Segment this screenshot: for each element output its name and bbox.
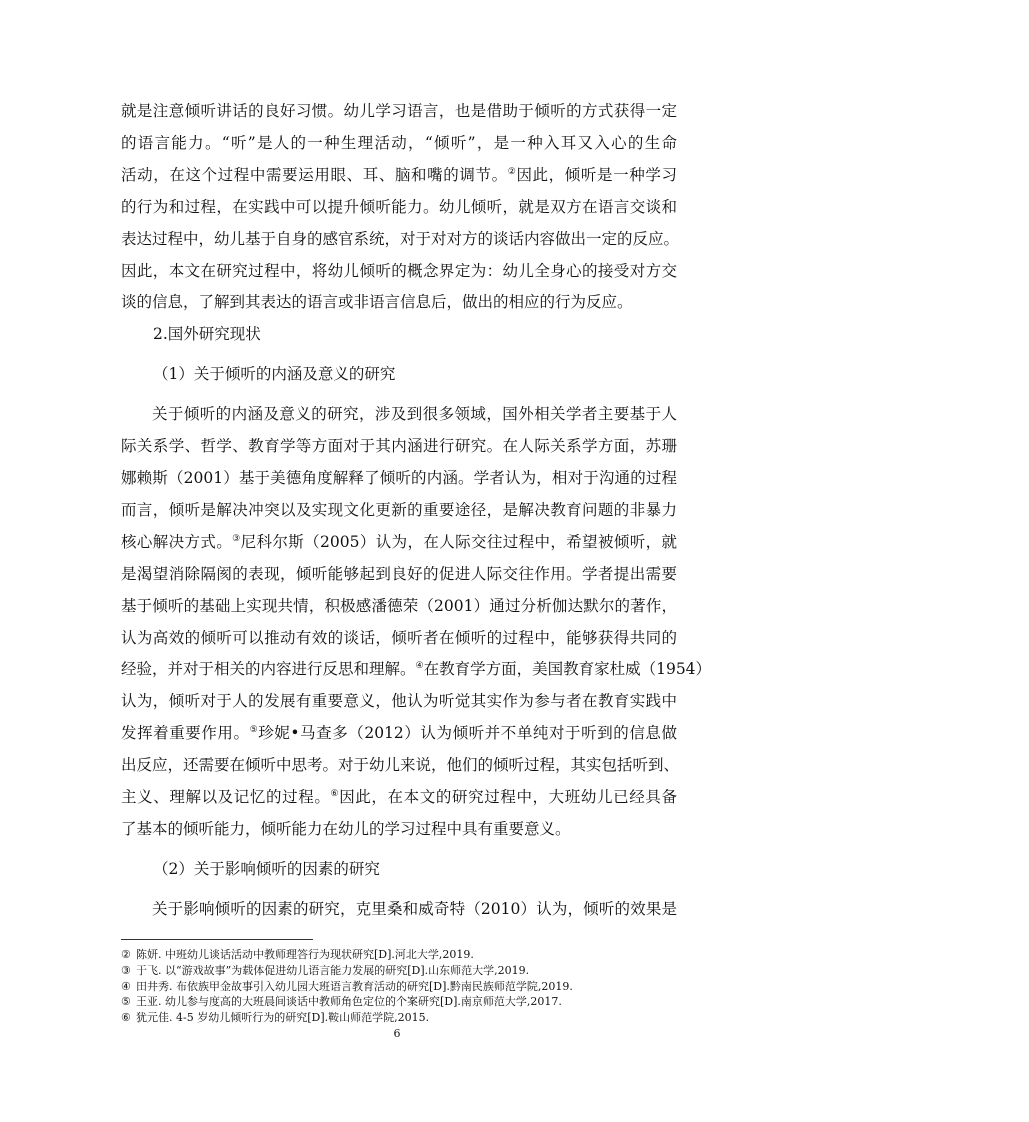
footnote-3 (121, 963, 721, 979)
footnote-ref-2[interactable]: ② (507, 166, 517, 177)
p2-line-6: 是渴望消除隔阂的表现，倾听能够起到良好的促进人际交往作用。学者提出需要 (121, 564, 677, 583)
section-heading: 2.国外研究现状 (153, 325, 261, 344)
p2-line-1: 关于倾听的内涵及意义的研究，涉及到很多领域，国外相关学者主要基于人 (152, 405, 677, 424)
footnote-mark: ⑥ (121, 1011, 131, 1025)
p2-line-8: 认为高效的倾听可以推动有效的谈话，倾听者在倾听的过程中，能够获得共同的 (121, 628, 677, 647)
p2-line-7: 基于倾听的基础上实现共情，积极感潘德荣（2001）通过分析伽达默尔的著作， (121, 596, 677, 615)
main-text (121, 96, 712, 926)
p2-line-11-b: 珍妮•马查多（2012）认为倾听并不单纯对于听到的信息做 (258, 724, 677, 743)
footnote-text: 陈妍. 中班幼儿谈话活动中教师理答行为现状研究[D].河北大学,2019. (136, 948, 474, 961)
p2-line-9 (121, 654, 712, 686)
p2-line-3: 娜赖斯（2001）基于美德角度解释了倾听的内涵。学者认为，相对于沟通的过程 (121, 468, 677, 487)
footnote-text: 田井秀. 布依族甲金故事引入幼儿园大班语言教育活动的研究[D].黔南民族师范学院,2019. (136, 979, 573, 993)
p1-line-7: 谈的信息，了解到其表达的语言或非语言信息后，做出的相应的行为反应。 (121, 293, 633, 312)
p2-line-9-b: 在教育学方面，美国教育家杜威（1954） (423, 660, 712, 679)
page-number: 6 (393, 1027, 401, 1040)
p1-line-6: 因此，本文在研究过程中，将幼儿倾听的概念界定为：幼儿全身心的接受对方交 (121, 261, 677, 280)
footnote-ref-4[interactable]: ④ (415, 661, 424, 672)
footnote-text: 王亚. 幼儿参与度高的大班晨间谈话中教师角色定位的个案研究[D].南京师范大学,2017. (136, 995, 562, 1009)
p2-line-10: 认为，倾听对于人的发展有重要意义，他认为听觉其实作为参与者在教育实践中 (121, 692, 677, 711)
footnote-ref-3[interactable]: ③ (232, 533, 241, 544)
p1-line-3 (121, 160, 677, 192)
footnote-text: 犹元佳. 4-5 岁幼儿倾听行为的研究[D].鞍山师范学院,2015. (136, 1011, 430, 1025)
footnote-mark: ④ (121, 979, 131, 993)
footnotes (121, 947, 721, 1026)
footnote-mark: ⑤ (121, 995, 131, 1009)
p2-line-13-a: 主义、理解以及记忆的过程。 (121, 788, 331, 807)
subsection-heading-1: （1）关于倾听的内涵及意义的研究 (153, 365, 396, 384)
footnote-separator (121, 939, 313, 940)
p2-line-5-a: 核心解决方式。 (121, 532, 233, 551)
p2-line-5-b: 尼科尔斯（2005）认为，在人际交往过程中，希望被倾听，就 (240, 532, 677, 551)
footnote-ref-6[interactable]: ⑥ (330, 788, 340, 799)
footnote-2 (121, 947, 721, 963)
footnote-5 (121, 994, 721, 1010)
footnote-6 (121, 1010, 721, 1026)
p1-line-5: 表达过程中，幼儿基于自身的感官系统，对于对对方的谈话内容做出一定的反应。 (121, 229, 680, 248)
p1-line-1: 就是注意倾听讲话的良好习惯。幼儿学习语言，也是借助于倾听的方式获得一定 (121, 102, 677, 120)
footnote-mark: ③ (121, 963, 131, 977)
p2-line-11-a: 发挥着重要作用。 (121, 724, 250, 743)
p2-line-4: 而言，倾听是解决冲突以及实现文化更新的重要途径，是解决教育问题的非暴力 (121, 500, 677, 519)
footnote-text: 于飞. 以“游戏故事”为载体促进幼儿语言能力发展的研究[D].山东师范大学,2019. (136, 963, 530, 977)
p2-line-9-a: 经验，并对于相关的内容进行反思和理解。 (121, 660, 416, 679)
footnote-4 (121, 979, 721, 995)
footnote-mark: ② (121, 948, 131, 961)
p2-line-13 (121, 782, 677, 814)
p1-line-3-a: 活动，在这个过程中需要运用眼、耳、脑和嘴的调节。 (121, 165, 508, 184)
p1-line-2: 的语言能力。“听”是人的一种生理活动，“倾听”，是一种入耳又入心的生命 (121, 133, 677, 152)
p1-line-3-b: 因此，倾听是一种学习 (516, 165, 677, 184)
p2-line-12: 出反应，还需要在倾听中思考。对于幼儿来说，他们的倾听过程，其实包括听到、 (121, 756, 680, 775)
p1-line-4: 的行为和过程，在实践中可以提升倾听能力。幼儿倾听，就是双方在语言交谈和 (121, 197, 677, 216)
p3-line-1: 关于影响倾听的因素的研究，克里桑和威奇特（2010）认为，倾听的效果是 (152, 899, 677, 918)
p2-line-13-b: 因此，在本文的研究过程中，大班幼儿已经具备 (339, 788, 677, 807)
p2-line-2: 际关系学、哲学、教育学等方面对于其内涵进行研究。在人际关系学方面，苏珊 (121, 437, 677, 456)
subsection-heading-2: （2）关于影响倾听的因素的研究 (153, 859, 380, 878)
p2-line-14: 了基本的倾听能力，倾听能力在幼儿的学习过程中具有重要意义。 (121, 819, 571, 838)
p2-line-5 (121, 527, 677, 559)
p2-line-11 (121, 718, 677, 750)
footnote-ref-5[interactable]: ⑤ (249, 725, 259, 736)
